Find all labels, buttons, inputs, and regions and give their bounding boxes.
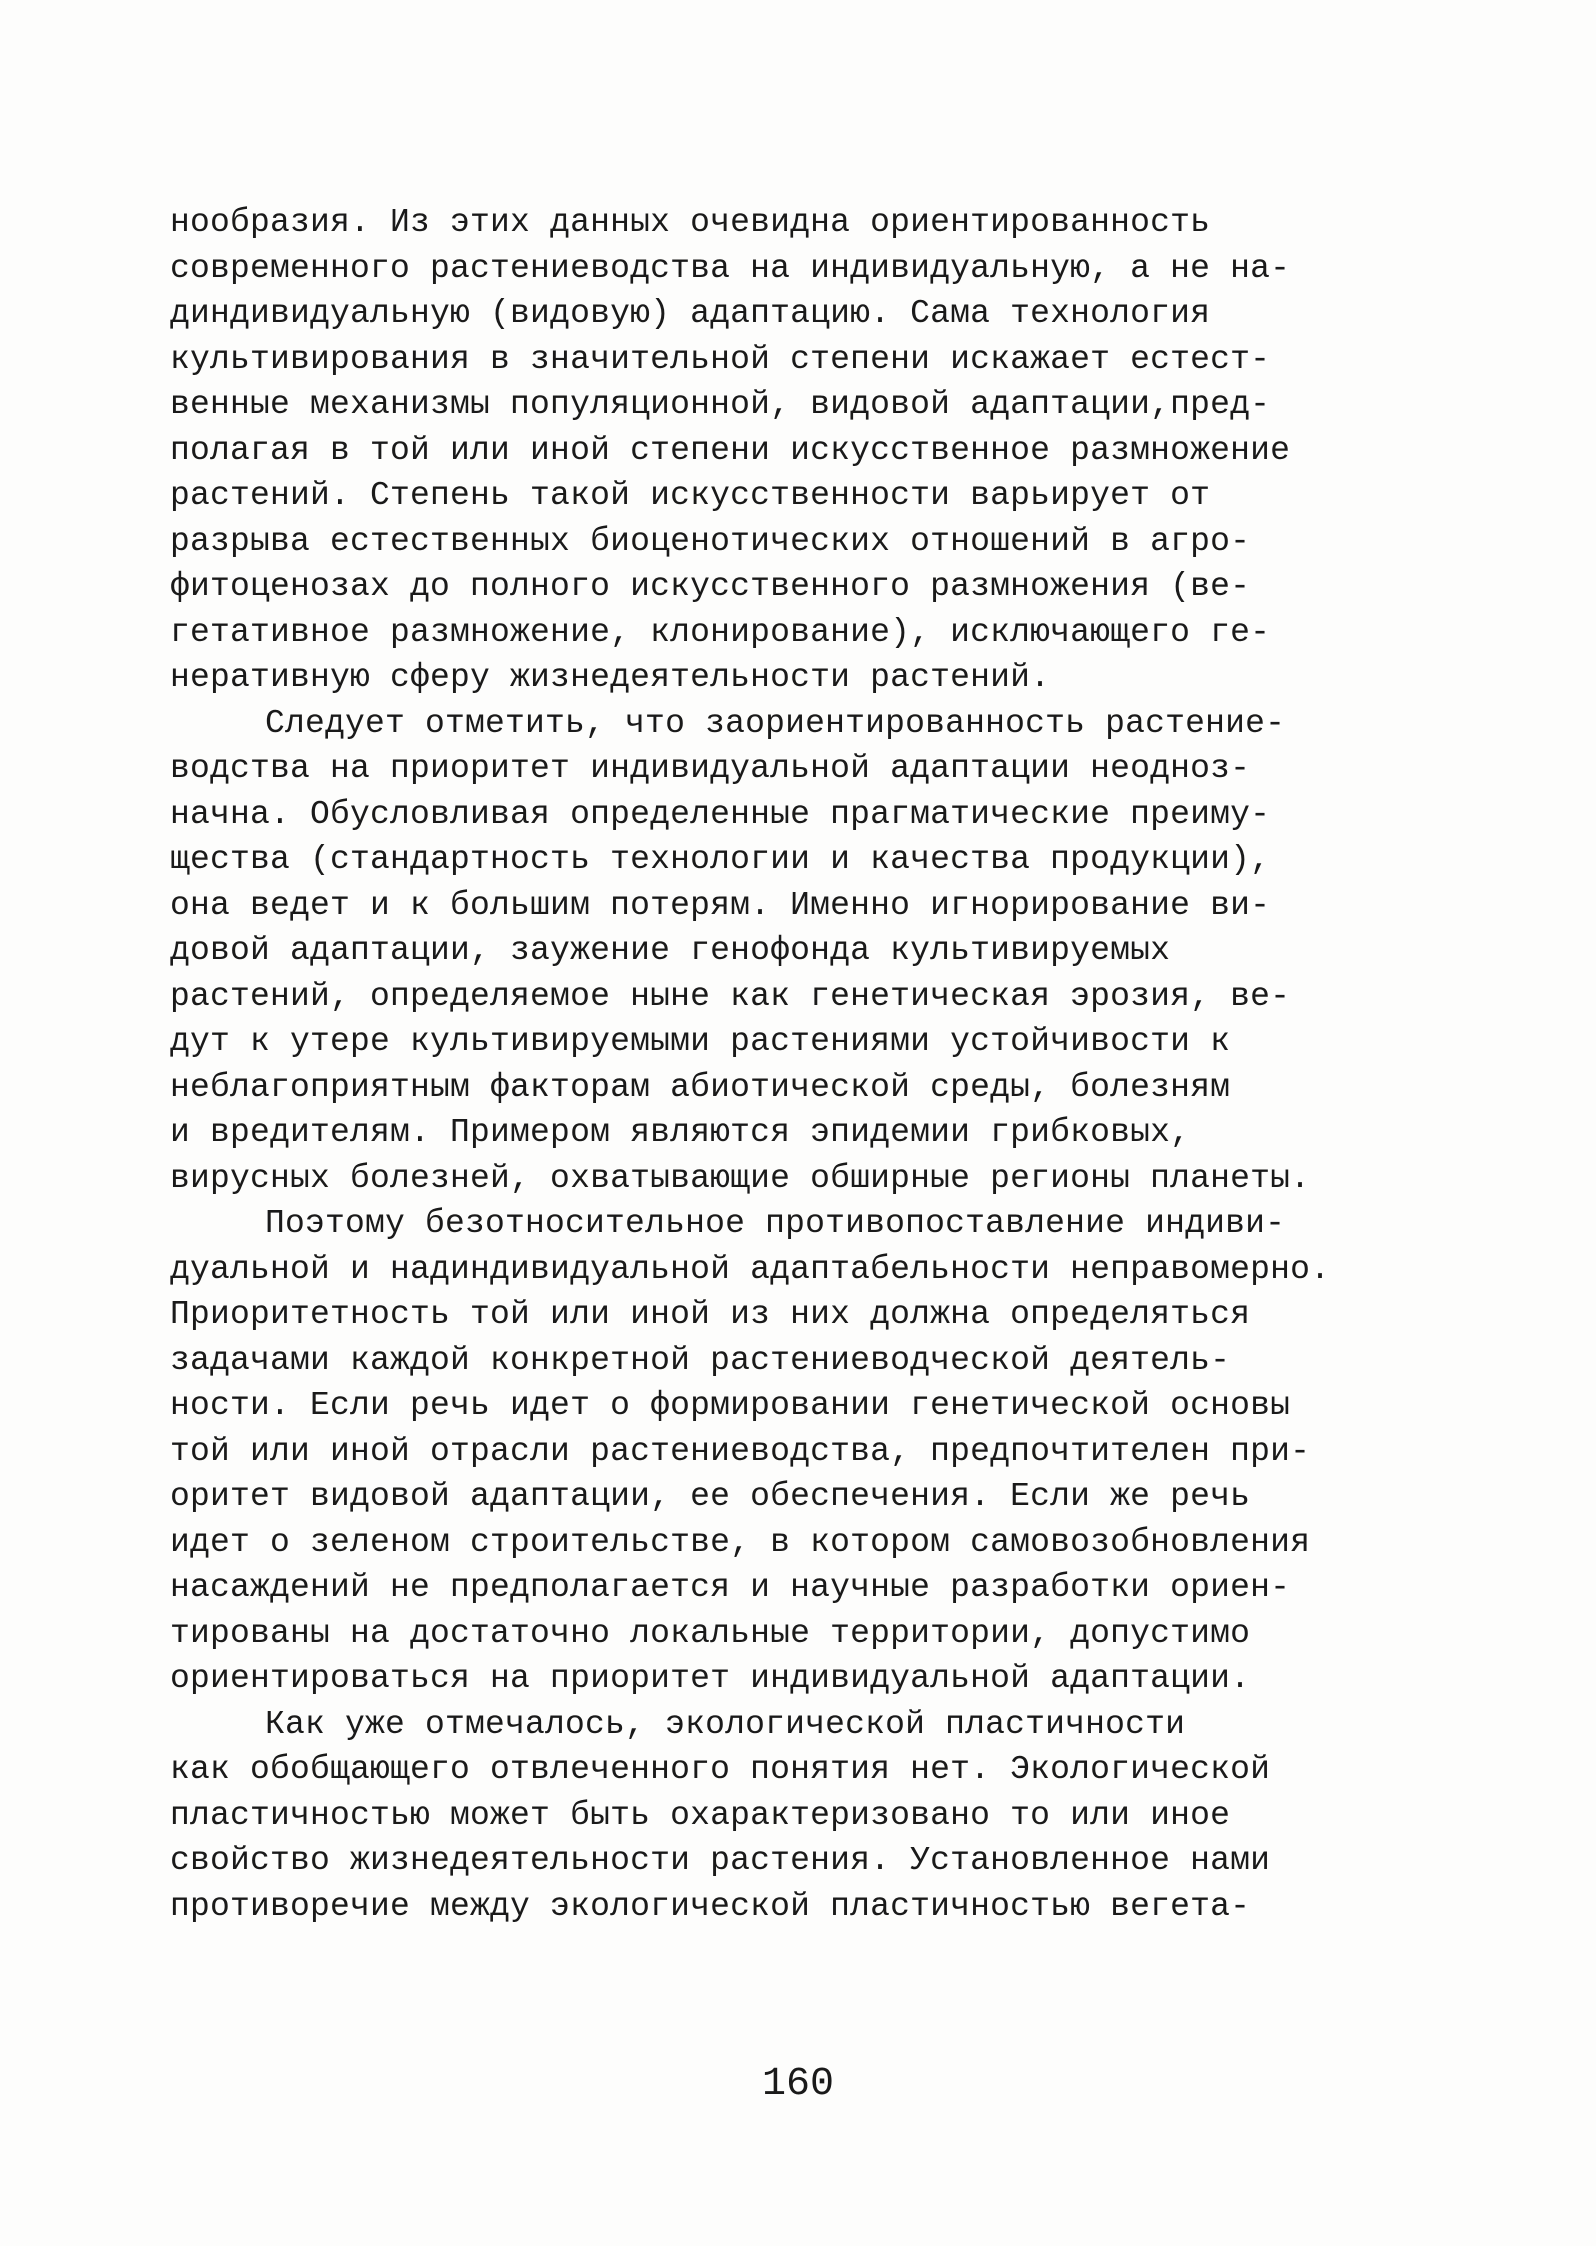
text-line: дут к утере культивируемыми растениями устойчивости к	[170, 1023, 1231, 1060]
text-line: растений. Степень такой искусственности варьирует от	[170, 477, 1211, 514]
text-line: неративную сферу жизнедеятельности растений.	[170, 659, 1051, 696]
paragraph-start-line: Поэтому безотносительное противопоставление индиви-	[265, 1205, 1286, 1242]
text-line: тированы на достаточно локальные территории, допустимо	[170, 1614, 1251, 1652]
text-line: задачами каждой конкретной растениеводческой деятель-	[170, 1341, 1231, 1379]
text-line: той или иной отрасли растениеводства, предпочтителен при-	[170, 1432, 1311, 1470]
text-line: растений, определяемое ныне как генетическая эрозия, ве-	[170, 977, 1291, 1015]
text-line: разрыва естественных биоценотических отношений в агро-	[170, 522, 1251, 560]
text-line: довой адаптации, заужение генофонда культивируемых	[170, 932, 1171, 969]
paragraph-start-line: Как уже отмечалось, экологической пластичности	[265, 1705, 1186, 1743]
text-line: фитоценозах до полного искусственного размножения (ве-	[170, 568, 1251, 605]
text-line: водства на приоритет индивидуальной адаптации неодноз-	[170, 750, 1251, 787]
text-line: пластичностью может быть охарактеризовано то или иное	[170, 1796, 1231, 1834]
text-line: оритет видовой адаптации, ее обеспечения. Если же речь	[170, 1478, 1251, 1515]
text-line: ориентироваться на приоритет индивидуальной адаптации.	[170, 1660, 1251, 1697]
text-line: и вредителям. Примером являются эпидемии грибковых,	[170, 1114, 1191, 1151]
body-text	[170, 200, 1510, 1929]
text-line: вирусных болезней, охватывающие обширные регионы планеты.	[170, 1159, 1311, 1197]
paragraph-start-line: Следует отметить, что заориентированность растение-	[265, 704, 1286, 742]
text-line: дуальной и надиндивидуальной адаптабельности неправомерно.	[170, 1250, 1331, 1288]
text-line: свойство жизнедеятельности растения. Установленное нами	[170, 1842, 1271, 1879]
text-line: ности. Если речь идет о формировании генетической основы	[170, 1387, 1291, 1424]
text-line: противоречие между экологической пластичностью вегета-	[170, 1887, 1251, 1925]
text-line: Приоритетность той или иной из них должна определяться	[170, 1296, 1251, 1333]
text-line: полагая в той или иной степени искусственное размножение	[170, 431, 1291, 469]
text-line: венные механизмы популяционной, видовой адаптации,пред-	[170, 386, 1271, 423]
page-number: 160	[761, 2062, 834, 2107]
text-line: насаждений не предполагается и научные разработки ориен-	[170, 1569, 1291, 1606]
text-line: культивирования в значительной степени искажает естест-	[170, 340, 1271, 378]
text-line: она ведет и к большим потерям. Именно игнорирование ви-	[170, 886, 1271, 924]
text-line: идет о зеленом строительстве, в котором самовозобновления	[170, 1523, 1311, 1561]
text-line: современного растениеводства на индивидуальную, а не на-	[170, 249, 1291, 287]
text-line: гетативное размножение, клонирование), исключающего ге-	[170, 613, 1271, 651]
text-line: нообразия. Из этих данных очевидна ориентированность	[170, 204, 1211, 241]
text-line: начна. Обусловливая определенные прагматические преиму-	[170, 795, 1271, 833]
text-line: щества (стандартность технологии и качества продукции),	[170, 841, 1271, 878]
text-line: как обобщающего отвлеченного понятия нет. Экологической	[170, 1751, 1271, 1788]
text-line: неблагоприятным факторам абиотической среды, болезням	[170, 1068, 1231, 1106]
text-line: диндивидуальную (видовую) адаптацию. Сама технология	[170, 295, 1211, 332]
